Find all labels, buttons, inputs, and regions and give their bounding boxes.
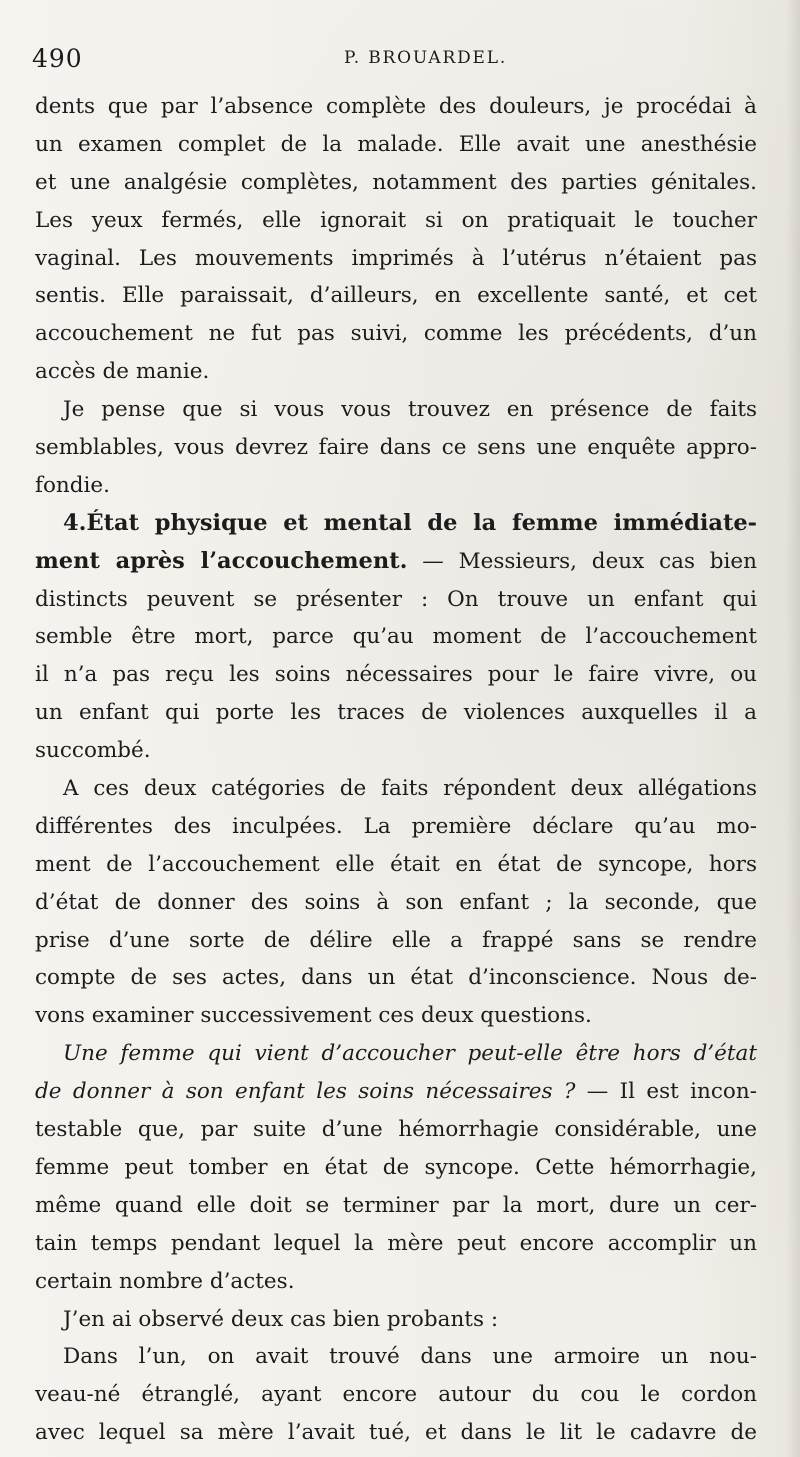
text-line: semble être mort, parce qu’au moment de l’accouchement	[35, 624, 757, 650]
text-line: semblables, vous devrez faire dans ce sens une enquête appro-	[35, 435, 757, 461]
text-line: J’en ai observé deux cas bien probants :	[63, 1306, 499, 1332]
text-line: tain temps pendant lequel la mère peut encore accomplir un	[35, 1230, 757, 1256]
text-line	[35, 543, 757, 581]
text-line: d’état de donner des soins à son enfant ; la seconde, que	[35, 889, 757, 915]
italic-question-continued: de donner à son enfant les soins nécessaires ?	[35, 1079, 576, 1105]
text-line: avec lequel sa mère l’avait tué, et dans le lit le cadavre de	[35, 1420, 757, 1446]
text-line	[35, 1073, 757, 1111]
text-line: succombé.	[35, 738, 151, 764]
paragraph	[35, 770, 757, 1035]
text-line: veau-né étranglé, ayant encore autour du cou le cordon	[35, 1382, 757, 1408]
text-line: distincts peuvent se présenter : On trouve un enfant qui	[35, 586, 757, 612]
section	[35, 505, 757, 770]
text-line: femme peut tomber en état de syncope. Cette hémorrhagie,	[35, 1154, 757, 1180]
text-line: vaginal. Les mouvements imprimés à l’utérus n’étaient pas	[35, 245, 757, 271]
text-line: dents que par l’absence complète des douleurs, je procédai à	[35, 94, 757, 119]
text-line: vons examiner successivement ces deux questions.	[35, 1003, 592, 1029]
text-line: accouchement ne fut pas suivi, comme les précédents, d’un	[35, 321, 757, 347]
text-line: ment de l’accouchement elle était en état de syncope, hors	[35, 851, 757, 877]
text-line: et une analgésie complètes, notamment des parties génitales.	[35, 169, 757, 195]
text-line: un examen complet de la malade. Elle avait une anesthésie	[35, 131, 757, 157]
text-line: Je pense que si vous vous trouvez en présence de faits	[63, 397, 757, 423]
paragraph	[35, 1035, 757, 1300]
section-heading-continued: ment après l’accouchement.	[35, 547, 408, 574]
text-line: testable que, par suite d’une hémorrhagie considérable, une	[35, 1117, 757, 1143]
text-run: — Messieurs, deux cas bien	[407, 548, 757, 574]
page-header	[32, 44, 772, 78]
text-line: accès de manie.	[35, 359, 210, 385]
paragraph	[35, 88, 757, 391]
text-line: sentis. Elle paraissait, d’ailleurs, en excellente santé, et cet	[35, 283, 757, 309]
text-line: prise d’une sorte de délire elle a frappé sans se rendre	[35, 927, 757, 953]
paragraph	[35, 391, 757, 505]
text-line: compte de ses actes, dans un état d’inconscience. Nous de-	[35, 965, 757, 991]
text-line: Les yeux fermés, elle ignorait si on pratiquait le toucher	[35, 207, 757, 233]
section-heading-line	[35, 505, 757, 543]
text-line: A ces deux catégories de faits répondent deux allégations	[63, 776, 757, 802]
text-line: même quand elle doit se terminer par la mort, dure un cer-	[35, 1192, 757, 1218]
text-line: certain nombre d’actes.	[35, 1268, 295, 1294]
text-line: il n’a pas reçu les soins nécessaires pour le faire vivre, ou	[35, 662, 757, 688]
text-line: Dans l’un, on avait trouvé dans une armoire un nou-	[63, 1344, 757, 1370]
italic-question: Une femme qui vient d’accoucher peut-elle être hors d’état	[63, 1041, 757, 1067]
text-line: différentes des inculpées. La première déclare qu’au mo-	[35, 813, 757, 839]
running-head: P. BROUARDEL.	[344, 48, 508, 68]
body-text	[35, 88, 757, 1452]
section-heading: 4.État physique et mental de la femme immédiate-	[63, 509, 757, 536]
text-line: un enfant qui porte les traces de violences auxquelles il a	[35, 700, 757, 726]
page-edge-shadow	[786, 0, 800, 1457]
text-run: — Il est incon-	[575, 1079, 757, 1105]
paragraph	[35, 1301, 757, 1339]
paragraph	[35, 1338, 757, 1452]
text-line: fondie.	[35, 472, 110, 498]
page-number: 490	[32, 44, 83, 73]
